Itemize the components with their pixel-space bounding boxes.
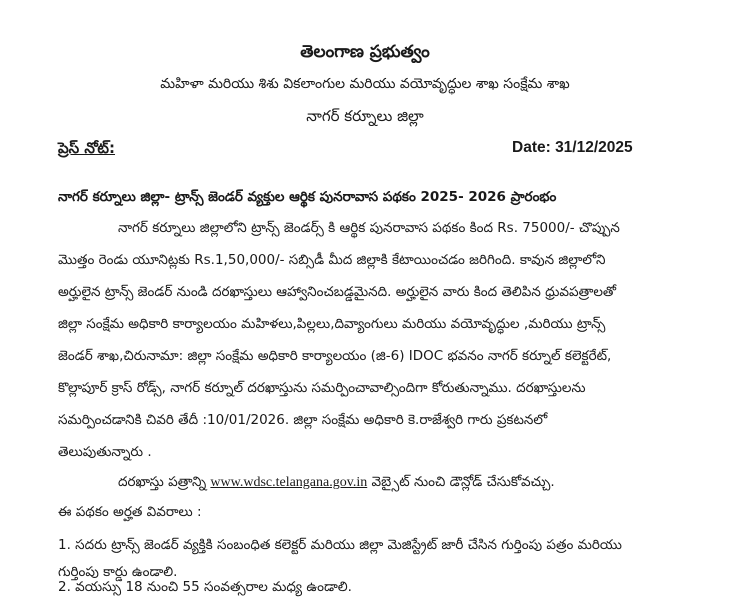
department-title: మహిళా మరియు శిశు వికలాంగుల మరియు వయోవృద్ధుల శాఖ సంక్షేమ శాఖ bbox=[160, 76, 570, 92]
government-title: తెలంగాణ ప్రభుత్వం bbox=[300, 42, 430, 62]
body-line: అర్హులైన ట్రాన్స్ జెండర్ నుండి దరఖాస్తులు ఆహ్వానించబడ్డమైనది. అర్హులైన వారు కింద తెలిపిన ధ్రువపత్రాలతో bbox=[58, 284, 617, 300]
subject-line: నాగర్ కర్నూలు జిల్లా- ట్రాన్స్ జెండర్ వ్యక్తుల ఆర్థిక పునరావాస పథకం 2025- 2026 ప్రారంభం bbox=[58, 189, 557, 205]
district-title: నాగర్ కర్నూలు జిల్లా bbox=[306, 107, 424, 125]
website-link[interactable]: www.wdsc.telangana.gov.in bbox=[210, 475, 368, 490]
body-line: నాగర్ కర్నూలు జిల్లాలోని ట్రాన్స్ జెండర్స్ కి ఆర్థిక పునరావాస పథకం కింద Rs. 75000/- చొప్పున bbox=[118, 220, 620, 236]
download-prefix: దరఖాస్తు పత్రాన్ని bbox=[118, 474, 211, 490]
body-line: కొల్లాపూర్ క్రాస్ రోడ్స్, నాగర్ కర్నూల్ దరఖాస్తును సమర్పించావాల్సిందిగా కోరుతున్నాము. దరఖాస్తులను bbox=[58, 380, 586, 396]
body-line: తెలుపుతున్నారు . bbox=[58, 444, 152, 460]
eligibility-heading: ఈ పథకం అర్హత వివరాలు : bbox=[58, 504, 202, 520]
download-line bbox=[118, 474, 555, 493]
eligibility-item: 1. సదరు ట్రాన్స్ జెండర్ వ్యక్తికి సంబంధిత కలెక్టర్ మరియు జిల్లా మెజిస్ట్రేట్ జారీ చేసిన గుర్తింపు పత్రం మరియు bbox=[58, 537, 622, 553]
eligibility-item: 2. వయస్సు 18 నుంచి 55 సంవత్సరాల మధ్య ఉండాలి. bbox=[58, 579, 352, 595]
body-line: సమర్పించడానికి చివరి తేదీ :10/01/2026. జిల్లా సంక్షేమ అధికారి కె.రాజేశ్వరి గారు ప్రకటనలో bbox=[58, 412, 548, 428]
body-line: జిల్లా సంక్షేమ అధికారి కార్యాలయం మహిళలు,పిల్లలు,దివ్యాంగులు మరియు వయోవృద్ధుల ,మరియు ట్రాన్స్ bbox=[58, 316, 606, 332]
body-line: జెండర్ శాఖ,చిరునామా: జిల్లా సంక్షేమ అధికారి కార్యాలయం (జి-6) IDOC భవనం నాగర్ కర్నూల్ కలెక్టరేట్, bbox=[58, 348, 612, 364]
body-line: మొత్తం రెండు యూనిట్లకు Rs.1,50,000/- సబ్సిడీ మీద జిల్లాకి కేటాయించడం జరిగింది. కావున జిల్లాలోని bbox=[58, 252, 606, 268]
date-label: Date: 31/12/2025 bbox=[512, 139, 633, 156]
download-suffix: వెబ్సైట్ నుంచి డౌన్లోడ్ చేసుకోవచ్చు. bbox=[367, 474, 555, 490]
press-note-label: ప్రెస్ నోట్: bbox=[58, 139, 116, 157]
eligibility-item: గుర్తింపు కార్డు ఉండాలి. bbox=[58, 564, 178, 580]
